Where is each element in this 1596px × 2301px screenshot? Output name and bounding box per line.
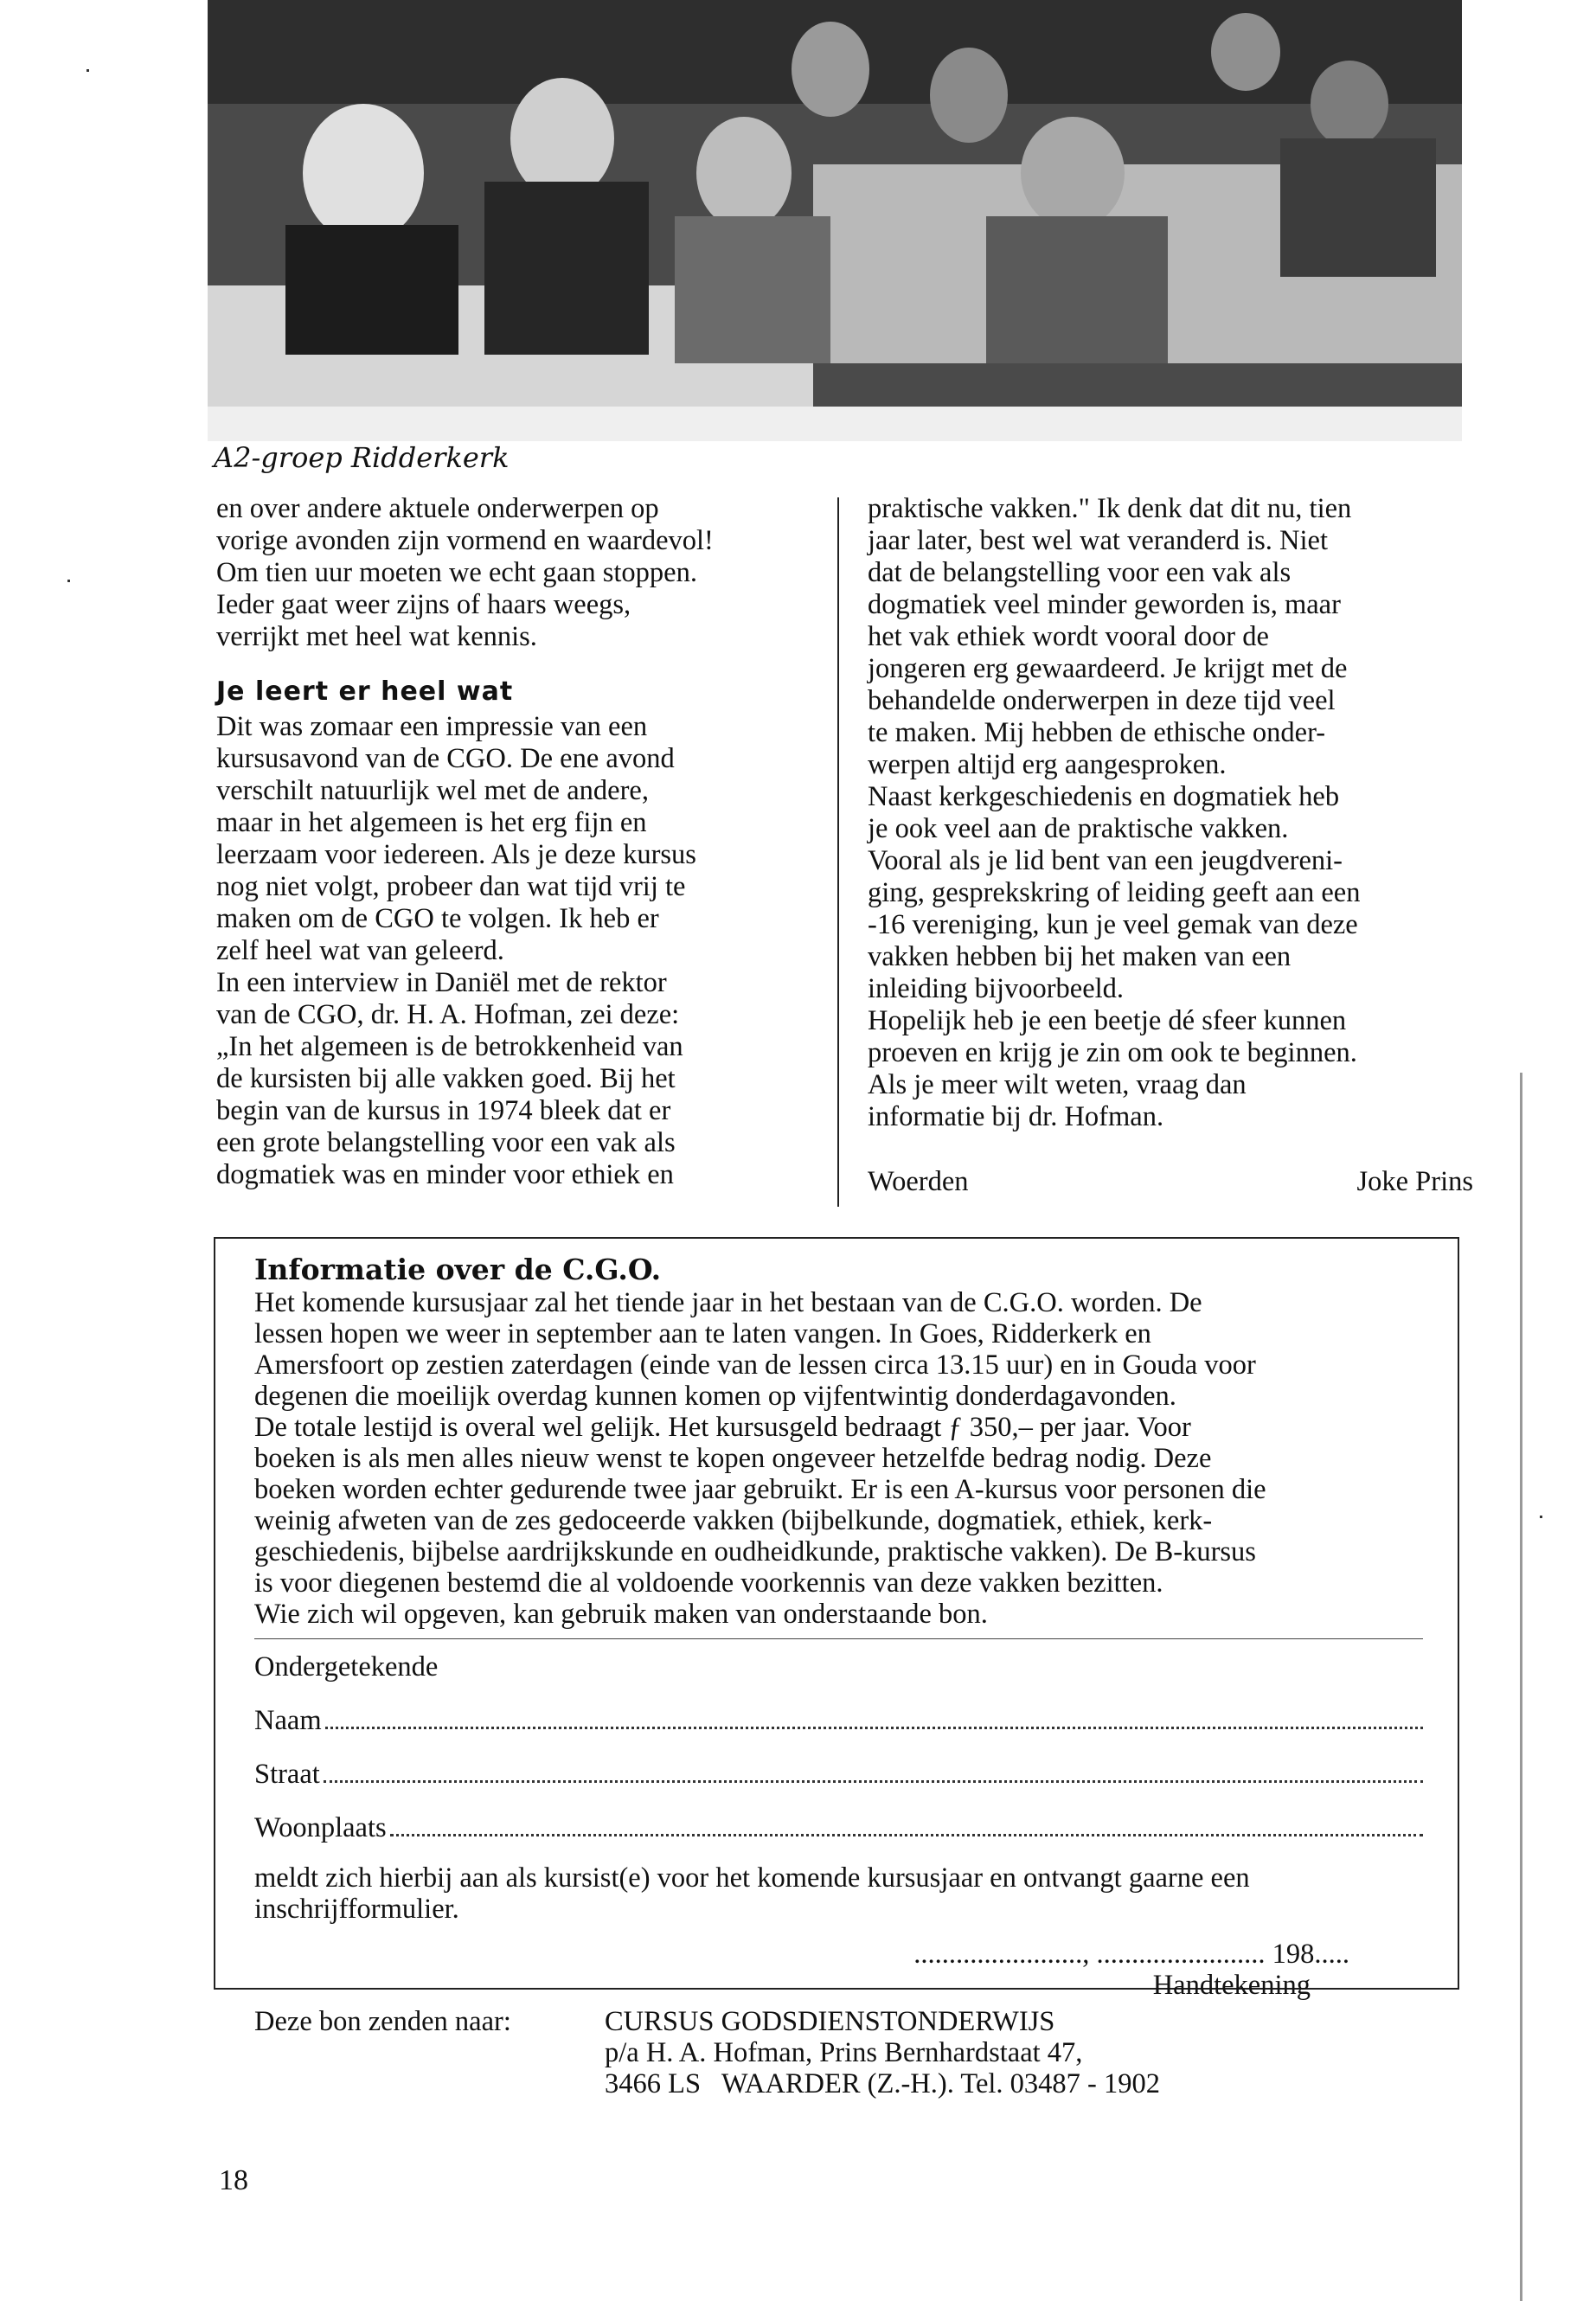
street-field[interactable] bbox=[254, 1736, 1423, 1790]
text-line: praktische vakken." Ik denk dat dit nu, tien bbox=[868, 493, 1352, 524]
name-label: Naam bbox=[254, 1705, 322, 1736]
text-line: zelf heel wat van geleerd. bbox=[216, 935, 504, 966]
text-line: werpen altijd erg aangesproken. bbox=[868, 749, 1227, 780]
left-column bbox=[216, 493, 813, 1191]
date-line: ........................, ........................ 198..... bbox=[913, 1939, 1349, 1970]
text-line: Hopelijk heb je een beetje dé sfeer kunnen bbox=[868, 1005, 1347, 1036]
column-divider bbox=[837, 497, 839, 1207]
form-signed-label: Ondergetekende bbox=[254, 1651, 439, 1682]
page-number: 18 bbox=[219, 2164, 248, 2196]
text-line: verschilt natuurlijk wel met de andere, bbox=[216, 775, 649, 806]
info-line: Wie zich wil opgeven, kan gebruik maken van onderstaande bon. bbox=[254, 1599, 988, 1630]
form-separator bbox=[254, 1638, 1423, 1639]
info-title: Informatie over de C.G.O. bbox=[254, 1253, 662, 1286]
text-line: je ook veel aan de praktische vakken. bbox=[868, 813, 1289, 844]
text-line: Naast kerkgeschiedenis en dogmatiek heb bbox=[868, 781, 1340, 812]
city-label: Woonplaats bbox=[254, 1812, 387, 1843]
info-line: Het komende kursusjaar zal het tiende jaar in het bestaan van de C.G.O. worden. De bbox=[254, 1287, 1202, 1318]
send-label: Deze bon zenden naar: bbox=[254, 2006, 511, 2037]
author-place: Woerden bbox=[868, 1166, 969, 1197]
text-line: Ieder gaat weer zijns of haars weegs, bbox=[216, 589, 631, 620]
street-label: Straat bbox=[254, 1759, 320, 1790]
photo-caption: A2-groep Ridderkerk bbox=[214, 441, 510, 474]
text-line: jaar later, best wel wat veranderd is. Niet bbox=[868, 525, 1329, 556]
text-line: vorige avonden zijn vormend en waardevol! bbox=[216, 525, 714, 556]
text-line: Dit was zomaar een impressie van een bbox=[216, 711, 648, 742]
name-field[interactable] bbox=[254, 1682, 1423, 1736]
city-dotted-line[interactable] bbox=[390, 1834, 1423, 1836]
scan-speck bbox=[87, 69, 89, 72]
info-line: De totale lestijd is overal wel gelijk. Het kursusgeld bedraagt ƒ 350,– per jaar. Voor bbox=[254, 1412, 1191, 1443]
text-line: Als je meer wilt weten, vraag dan bbox=[868, 1069, 1247, 1100]
text-line: vakken hebben bij het maken van een bbox=[868, 941, 1292, 972]
text-line: maar in het algemeen is het erg fijn en bbox=[216, 807, 647, 838]
text-line: dat de belangstelling voor een vak als bbox=[868, 557, 1292, 588]
info-line: boeken worden echter gedurende twee jaar gebruikt. Er is een A-kursus voor personen die bbox=[254, 1474, 1266, 1505]
info-line: boeken is als men alles nieuw wenst te kopen ongeveer hetzelfde bedrag nodig. Deze bbox=[254, 1443, 1212, 1474]
text-line: „In het algemeen is de betrokkenheid van bbox=[216, 1031, 683, 1062]
info-line: weinig afweten van de zes gedoceerde vakken (bijbelkunde, dogmatiek, ethiek, kerk- bbox=[254, 1505, 1213, 1536]
text-line: Om tien uur moeten we echt gaan stoppen. bbox=[216, 557, 697, 588]
text-line: ging, gesprekskring of leiding geeft aan een bbox=[868, 877, 1361, 908]
text-line: dogmatiek veel minder geworden is, maar bbox=[868, 589, 1341, 620]
info-line: is voor diegenen bestemd die al voldoende voorkennis van deze vakken bezitten. bbox=[254, 1567, 1163, 1599]
right-column bbox=[868, 493, 1473, 1198]
classroom-photo bbox=[208, 0, 1462, 441]
classroom-photo-icon bbox=[208, 0, 1462, 441]
info-box bbox=[214, 1237, 1459, 2099]
text-line: jongeren erg gewaardeerd. Je krijgt met de bbox=[868, 653, 1348, 684]
text-line: verrijkt met heel wat kennis. bbox=[216, 621, 537, 652]
text-line: inleiding bijvoorbeeld. bbox=[868, 973, 1125, 1004]
signature-row bbox=[868, 1166, 1473, 1198]
address-block bbox=[254, 2006, 1423, 2099]
text-line: nog niet volgt, probeer dan wat tijd vrij te bbox=[216, 871, 686, 902]
text-line: informatie bij dr. Hofman. bbox=[868, 1101, 1164, 1132]
text-line: van de CGO, dr. H. A. Hofman, zei deze: bbox=[216, 999, 680, 1030]
section-heading: Je leert er heel wat bbox=[216, 676, 514, 707]
scan-edge-line bbox=[1520, 1073, 1522, 2301]
scan-speck bbox=[1540, 1516, 1542, 1518]
text-line: een grote belangstelling voor een vak als bbox=[216, 1127, 676, 1158]
address-line: CURSUS GODSDIENSTONDERWIJS bbox=[605, 2006, 1055, 2037]
text-line: In een interview in Daniël met de rektor bbox=[216, 967, 667, 998]
text-line: de kursisten bij alle vakken goed. Bij het bbox=[216, 1063, 676, 1094]
text-line: dogmatiek was en minder voor ethiek en bbox=[216, 1159, 674, 1190]
signature-label: Handtekening bbox=[1152, 1970, 1311, 2001]
author-name: Joke Prins bbox=[1356, 1166, 1473, 1197]
info-line: degenen die moeilijk overdag kunnen komen op vijfentwintig donderdagavonden. bbox=[254, 1381, 1176, 1412]
text-line: het vak ethiek wordt vooral door de bbox=[868, 621, 1269, 652]
street-dotted-line[interactable] bbox=[324, 1780, 1423, 1783]
register-line: inschrijfformulier. bbox=[254, 1894, 459, 1925]
address-line: 3466 LS WAARDER (Z.-H.). Tel. 03487 - 1902 bbox=[605, 2068, 1160, 2099]
text-line: -16 vereniging, kun je veel gemak van deze bbox=[868, 909, 1358, 940]
text-line: begin van de kursus in 1974 bleek dat er bbox=[216, 1095, 671, 1126]
text-line: en over andere aktuele onderwerpen op bbox=[216, 493, 659, 524]
name-dotted-line[interactable] bbox=[325, 1727, 1423, 1729]
text-line: behandelde onderwerpen in deze tijd veel bbox=[868, 685, 1336, 716]
text-line: leerzaam voor iedereen. Als je deze kursus bbox=[216, 839, 696, 870]
text-line: te maken. Mij hebben de ethische onder- bbox=[868, 717, 1326, 748]
register-line: meldt zich hierbij aan als kursist(e) voor het komende kursusjaar en ontvangt gaarne een bbox=[254, 1862, 1250, 1894]
text-line: kursusavond van de CGO. De ene avond bbox=[216, 743, 675, 774]
text-line: proeven en krijg je zin om ook te beginnen. bbox=[868, 1037, 1357, 1068]
scan-speck bbox=[67, 580, 70, 582]
city-field[interactable] bbox=[254, 1790, 1423, 1843]
info-line: lessen hopen we weer in september aan te laten vangen. In Goes, Ridderkerk en bbox=[254, 1318, 1151, 1349]
text-line: Vooral als je lid bent van een jeugdvereni- bbox=[868, 845, 1343, 876]
info-line: geschiedenis, bijbelse aardrijkskunde en oudheidkunde, praktische vakken). De B-kursus bbox=[254, 1536, 1256, 1567]
address-line: p/a H. A. Hofman, Prins Bernhardstaat 47, bbox=[605, 2037, 1083, 2068]
text-line: maken om de CGO te volgen. Ik heb er bbox=[216, 903, 659, 934]
info-line: Amersfoort op zestien zaterdagen (einde van de lessen circa 13.15 uur) en in Gouda voor bbox=[254, 1349, 1256, 1381]
